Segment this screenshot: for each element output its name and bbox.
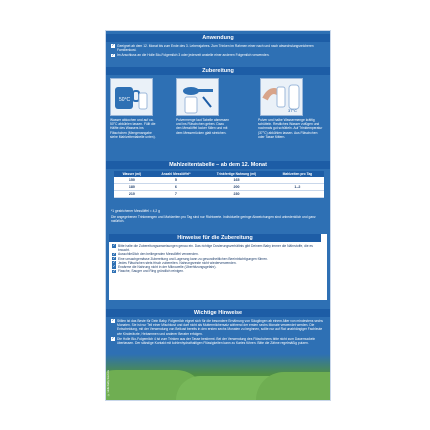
list-item: ✓ Im Anschluss an die Holle Bio-Folgemilch 3 oder jederzeit anstelle einer anderen Folgemilch verwenden. bbox=[111, 52, 270, 58]
table-note: Die angegebenen Trinkmengen und Mahlzeiten pro Tag sind nur Richtwerte. Individuelle geringe Abweichungen sind unbedenklich und ganz natürlich. bbox=[111, 215, 316, 224]
scoop-illustration bbox=[176, 78, 219, 116]
column-header: Anzahl Messlöffel* bbox=[150, 171, 202, 177]
shake-illustration bbox=[260, 78, 303, 116]
list-item: ✓ Erwärme die Nahrung nicht in der Mikrowelle (Überhitzungsgefahr). bbox=[112, 264, 217, 270]
list-item: ✓ Die Holle Bio-Folgemilch 4 ist zum Trinken aus der Tasse bestimmt. Bei der Verwendung des Fläschchens bitte nicht zum Dauernuckeln überlassen. Der ständige Kontakt mit kohlenhydrathaltigen Flüssigkeiten kann zu Karies führen. Bitte die Zähne regelmäßig putzen. bbox=[111, 336, 316, 346]
instruction-panel bbox=[105, 30, 331, 401]
list-item: ✓ Stillen ist das Beste für Dein Baby. Folgemilch eignet sich für die besondere Ernährung von Säuglingen ab einem Alter von mindestens sechs Monaten. Sie ist nur Teil einer Mischkost und darf nicht als Muttermilchersatz während der ersten sechs Monate verwendet werden. Die Entscheidung, mit der Verwendung von Beikost bereits in den ersten sechs Monaten zu beginnen, sollte nur auf Rat unabhängiger Fachleute wie Kinderärzte, Hebammen und anderer Berater erfolgen. bbox=[111, 318, 323, 336]
check-icon: ✓ bbox=[111, 336, 115, 341]
check-icon: ✓ bbox=[112, 264, 116, 269]
step-1-text: Wasser abkochen und auf ca. 50°C abkühlen lassen. Füllt die Hälfte des Wassers ins Fläschchen (Mengenangabe siehe Mahlzeitentabelle unten). bbox=[110, 118, 156, 139]
list-item: ✓ Ausschließlich den beiliegenden Messlöffel verwenden. bbox=[112, 251, 199, 257]
check-icon: ✓ bbox=[111, 318, 115, 323]
zubereitung-header: Zubereitung bbox=[106, 67, 330, 75]
check-icon: ✓ bbox=[112, 251, 116, 256]
anwendung-list bbox=[111, 44, 327, 58]
svg-text:50°C: 50°C bbox=[119, 97, 131, 103]
table-row: 150 5 165 bbox=[114, 177, 324, 184]
list-item: ✓ Eine unsachgemässe Zubereitung und Lagerung kann zu gesundheitlichen Beeinträchtigungen führen. bbox=[112, 256, 268, 261]
wichtig-header: Wichtige Hinweise bbox=[106, 309, 330, 317]
check-icon: ✓ bbox=[111, 43, 115, 48]
copyright-text: © Holle baby food AG bbox=[107, 369, 110, 396]
list-item: ✓ Flasche, Sauger und Ring gründlich reinigen. bbox=[112, 268, 184, 274]
column-header: Wasser (ml) bbox=[114, 171, 150, 177]
hinweise-header: Hinweise für die Zubereitung bbox=[109, 234, 321, 242]
column-header: Trinkfertige Nahrung (ml) bbox=[202, 171, 271, 177]
kettle-illustration bbox=[110, 78, 153, 116]
step-2-text: Pulvermenge laut Tabelle abmessen und ins Fläschchen geben. Dazu den Messlöffel locker füllen und mit dem Messerrücken glatt streichen. bbox=[176, 118, 230, 135]
list-item: ✓ Geeignet ab dem 12. Monat bis zum Ende des 3. Lebensjahres. Zum Trinken im Rahmen einer nach und nach abwechslungsreicheren Familienkost. bbox=[111, 43, 314, 53]
check-icon: ✓ bbox=[112, 260, 116, 265]
svg-text:37°C: 37°C bbox=[288, 108, 297, 113]
tabelle-header: Mahlzeitentabelle – ab dem 12. Monat bbox=[106, 161, 330, 169]
table-row: 180 6 200 1–2 bbox=[114, 184, 324, 191]
step-3-text: Pulver und halbe Wassermenge kräftig schütteln. Restliches Wasser zufügen und nochmals gut schütteln. Auf Trinktemperatur (37°C) abkühlen lassen. Aus Fläschchen oder Tasse füttern. bbox=[258, 118, 323, 139]
meal-table bbox=[114, 171, 324, 198]
check-icon: ✓ bbox=[112, 243, 116, 248]
anwendung-header: Anwendung bbox=[106, 34, 330, 42]
table-row: 210 7 230 bbox=[114, 191, 324, 198]
column-header: Mahlzeiten pro Tag bbox=[271, 171, 324, 177]
landscape-decoration bbox=[106, 354, 330, 400]
list-item: ✓ Jedes Fläschchen stets frisch zubereiten. Nahrungsreste nicht wiederverwenden. bbox=[112, 260, 237, 265]
wichtig-list bbox=[111, 319, 327, 345]
check-icon: ✓ bbox=[111, 52, 115, 57]
hinweise-box bbox=[109, 234, 327, 300]
check-icon: ✓ bbox=[112, 268, 116, 273]
list-item: ✓ Bitte halte die Zubereitungsanweisungen genau ein. Das richtige Dosierungsverhältnis gibt Deinem Baby immer die Nährstoffe, die es braucht. bbox=[112, 243, 313, 253]
check-icon: ✓ bbox=[112, 256, 116, 260]
table-footnote: *1 gestrichener Messlöffel = 4,2 g bbox=[111, 209, 160, 213]
